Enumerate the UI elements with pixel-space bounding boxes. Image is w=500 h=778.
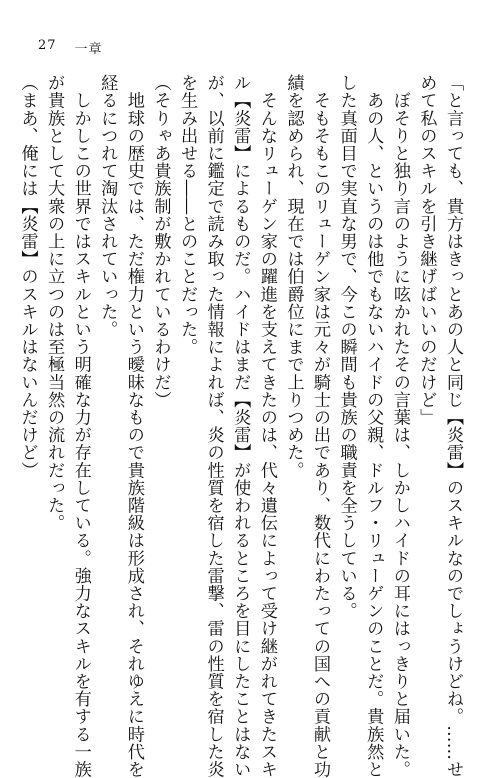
text-line: した真面目で実直な男で、今この瞬間も貴族の職責を全うしている。 bbox=[336, 74, 357, 620]
text-line: （まあ、俺には【炎雷】のスキルはないんだけど） bbox=[17, 74, 38, 479]
text-line: ぼそりと独り言のように呟かれたその言葉は、しかしハイドの耳にはっきりと届いた。 bbox=[389, 74, 410, 778]
page-number: 27 bbox=[38, 38, 57, 53]
text-line: が貴族として大衆の上に立つのは至極当然の流れだった。 bbox=[44, 74, 65, 532]
text-line: を生み出せる――とのことだった。 bbox=[177, 74, 198, 356]
text-line: 「と言っても、貴方はきっとあの人と同じ【炎雷】のスキルなのでしょうけどね。……せ bbox=[443, 74, 463, 778]
text-line: ル【炎雷】によるものだ。ハイドはまだ【炎雷】が使われるところを目にしたことはない bbox=[230, 74, 251, 778]
text-line: そんなリューゲン家の躍進を支えてきたのは、代々遺伝によって受け継がれてきたスキ bbox=[256, 74, 277, 778]
chapter-title: 一章 bbox=[74, 42, 103, 57]
text-line: 績を認められ、現在では伯爵位にまで上りつめた。 bbox=[283, 74, 304, 479]
text-line: が、以前に鑑定で読み取った情報によれば、炎の性質を宿した雷撃、雷の性質を宿した炎 bbox=[203, 74, 224, 778]
text-line: めて私のスキルを引き継げばいいのだけど」 bbox=[416, 74, 437, 426]
text-line: そもそもこのリューゲン家は元々が騎士の出であり、数代にわたっての国への貢献と功 bbox=[310, 74, 331, 778]
text-line: 経るにつれて淘汰されていった。 bbox=[97, 74, 118, 338]
text-line: しかしこの世界ではスキルという明確な力が存在している。強力なスキルを有する一族 bbox=[70, 74, 91, 778]
body-text bbox=[17, 74, 466, 778]
text-line: 地球の歴史では、ただ権力という曖昧なもので貴族階級は形成され、それゆえに時代を bbox=[123, 74, 144, 778]
text-line: あの人、というのは他でもないハイドの父親、ドルフ・リューゲンのことだ。貴族然と bbox=[363, 74, 384, 778]
text-line: （そりゃあ貴族制が敷かれているわけだ） bbox=[150, 74, 171, 409]
page-header bbox=[38, 38, 103, 57]
